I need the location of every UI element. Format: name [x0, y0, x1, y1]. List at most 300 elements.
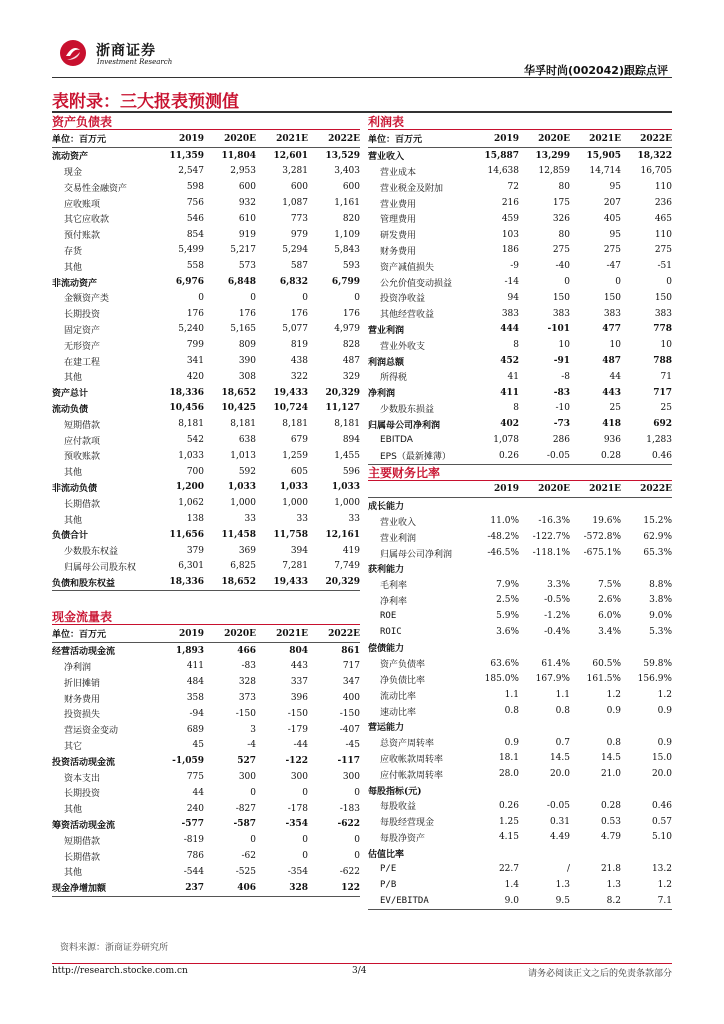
- cell-value: 1,109: [334, 229, 360, 240]
- cell-value: 0: [354, 292, 360, 303]
- cell-value: 1,200: [175, 482, 204, 493]
- cell-value: 0.26: [498, 800, 519, 811]
- cell-value: 3.4%: [598, 627, 621, 638]
- table-row: [52, 147, 360, 163]
- table-row: [368, 258, 672, 274]
- cell-value: 3.8%: [649, 595, 672, 606]
- table-row: [52, 337, 360, 353]
- cell-value: 1,033: [279, 482, 308, 493]
- cell-value: 10,456: [169, 403, 204, 414]
- row-label: 无形资产: [64, 341, 101, 352]
- cell-value: 71: [660, 371, 672, 382]
- cell-value: 0.9: [657, 706, 672, 717]
- cell-value: 300: [290, 772, 308, 783]
- cell-value: 45: [192, 740, 204, 751]
- cell-value: 2,953: [230, 166, 256, 177]
- cell-value: 5,240: [178, 324, 204, 335]
- cell-value: 13.2: [651, 864, 672, 875]
- table-row: [52, 164, 360, 180]
- cell-value: 443: [602, 387, 621, 398]
- header-divider: [52, 77, 672, 78]
- table-row: [368, 514, 672, 530]
- cell-value: 11,804: [221, 150, 256, 161]
- cell-value: 558: [186, 261, 204, 272]
- row-label: EBITDA: [380, 435, 413, 446]
- table-row: [368, 608, 672, 624]
- cell-value: [519, 640, 570, 656]
- cell-value: 0.28: [600, 800, 621, 811]
- cell-value: -4: [247, 740, 256, 751]
- cell-value: -62: [241, 851, 256, 862]
- cell-value: 110: [654, 182, 672, 193]
- cell-value: [468, 719, 519, 735]
- row-label: 金额资产类: [64, 294, 110, 305]
- cell-value: 9.0: [468, 893, 519, 909]
- cell-value: 19,433: [256, 574, 308, 590]
- title-divider: [52, 111, 672, 113]
- cell-value: -0.05: [546, 800, 570, 811]
- cell-value: -0.4%: [544, 627, 570, 638]
- row-label: 毛利率: [380, 581, 408, 592]
- cell-value: 3.3%: [547, 579, 570, 590]
- cell-value: 6,301: [178, 561, 204, 572]
- cell-value: 341: [186, 356, 204, 367]
- cell-value: 919: [238, 229, 256, 240]
- cell-value: 487: [602, 356, 621, 367]
- cell-value: [519, 845, 570, 861]
- table-row: [52, 369, 360, 385]
- cell-value: -675.1%: [583, 548, 621, 559]
- cell-value: -587: [233, 819, 256, 830]
- cell-value: 1,062: [178, 498, 204, 509]
- table-row: [368, 164, 672, 180]
- cell-value: 861: [341, 645, 360, 656]
- cell-value: 95: [609, 182, 621, 193]
- table-row: [368, 798, 672, 814]
- source-note: 资料来源：浙商证券研究所: [60, 943, 169, 953]
- table-row: [368, 766, 672, 782]
- row-label: 固定资产: [64, 325, 101, 336]
- cell-value: [519, 719, 570, 735]
- cell-value: 689: [186, 724, 204, 735]
- row-label: EV/EBITDA: [368, 893, 468, 909]
- cell-value: -83: [553, 387, 570, 398]
- row-label: 预付账款: [64, 231, 101, 242]
- cell-value: 1.1: [555, 690, 570, 701]
- cell-value: 8.2: [570, 893, 621, 909]
- cashflow-title: 现金流量表: [52, 610, 113, 624]
- cell-value: -1.2%: [544, 611, 570, 622]
- cell-value: 0.7: [555, 737, 570, 748]
- cell-value: -183: [339, 803, 360, 814]
- cell-value: 20.0: [549, 769, 570, 780]
- cell-value: 25: [660, 403, 672, 414]
- table-row: [368, 782, 672, 798]
- cell-value: -14: [504, 277, 519, 288]
- cell-value: -44: [293, 740, 308, 751]
- cell-value: 0.46: [621, 448, 672, 464]
- cell-value: 1.3: [555, 879, 570, 890]
- cell-value: 1.1: [504, 690, 519, 701]
- row-label: 负债合计: [52, 531, 89, 542]
- table-row: [368, 703, 672, 719]
- cell-value: -47: [606, 261, 621, 272]
- cell-value: -525: [235, 866, 256, 877]
- cell-value: 10,724: [273, 403, 308, 414]
- cell-value: 20,329: [308, 574, 360, 590]
- cell-value: 6,799: [331, 277, 360, 288]
- cell-value: 150: [654, 292, 672, 303]
- cell-value: 854: [186, 229, 204, 240]
- cell-value: 237: [152, 880, 204, 896]
- table-row: [52, 817, 360, 833]
- table-row: [368, 830, 672, 846]
- cell-value: -819: [183, 835, 204, 846]
- cell-value: 175: [552, 198, 570, 209]
- cell-value: 11,656: [169, 529, 204, 540]
- cell-value: 2.6%: [598, 595, 621, 606]
- row-label: 经营活动现金流: [52, 647, 116, 658]
- cell-value: -40: [555, 261, 570, 272]
- cell-value: 979: [290, 229, 308, 240]
- cell-value: 10,425: [221, 403, 256, 414]
- cell-value: 600: [342, 182, 360, 193]
- cell-value: 14.5: [549, 753, 570, 764]
- cell-value: 275: [552, 245, 570, 256]
- cell-value: 176: [238, 308, 256, 319]
- cell-value: 10: [558, 340, 570, 351]
- cell-value: 7.5%: [598, 579, 621, 590]
- cell-value: 396: [290, 693, 308, 704]
- cell-value: 150: [552, 292, 570, 303]
- row-label: 长期投资: [64, 310, 101, 321]
- cell-value: 775: [186, 772, 204, 783]
- cell-value: [621, 845, 672, 861]
- cell-value: -73: [553, 419, 570, 430]
- cell-value: [468, 845, 519, 861]
- cell-value: 936: [603, 435, 621, 446]
- row-label: 营业税金及附加: [380, 183, 444, 194]
- cell-value: 176: [186, 308, 204, 319]
- cell-value: 0: [302, 292, 308, 303]
- cell-value: 328: [256, 880, 308, 896]
- cell-value: 11,127: [325, 403, 360, 414]
- cell-value: 1,455: [334, 450, 360, 461]
- cell-value: 593: [342, 261, 360, 272]
- cell-value: 12,161: [325, 529, 360, 540]
- cell-value: 443: [290, 661, 308, 672]
- cell-value: -45: [345, 740, 360, 751]
- cell-value: 286: [552, 435, 570, 446]
- row-label: 资产总计: [52, 389, 89, 400]
- table-row: [368, 593, 672, 609]
- table-row: [52, 832, 360, 848]
- cell-value: 809: [238, 340, 256, 351]
- cell-value: 20.0: [651, 769, 672, 780]
- cell-value: 406: [204, 880, 256, 896]
- cell-value: 14,638: [487, 166, 519, 177]
- cell-value: 41: [507, 371, 519, 382]
- cell-value: 6,832: [279, 277, 308, 288]
- cell-value: 778: [653, 324, 672, 335]
- cell-value: 9.5: [519, 893, 570, 909]
- cell-value: 10: [660, 340, 672, 351]
- cell-value: 411: [500, 387, 519, 398]
- row-label: 利润总额: [368, 357, 405, 368]
- row-label: 净利率: [380, 596, 408, 607]
- table-row: [52, 706, 360, 722]
- table-row: [52, 753, 360, 769]
- row-label: 其他: [64, 262, 83, 273]
- cell-value: [621, 782, 672, 798]
- row-label: 每股收益: [380, 802, 417, 813]
- cell-value: 0: [250, 787, 256, 798]
- unit-label: [368, 481, 468, 497]
- cell-value: 328: [238, 677, 256, 688]
- row-label: 营业利润: [368, 325, 405, 336]
- row-label: 短期借款: [64, 836, 101, 847]
- balance-sheet-title: 资产负债表: [52, 115, 113, 129]
- cell-value: 8,181: [282, 419, 308, 430]
- logo-name-cn: 浙商证券: [96, 43, 156, 59]
- cell-value: 1,283: [646, 435, 672, 446]
- table-row: [52, 559, 360, 575]
- row-label: 其他: [64, 373, 83, 384]
- row-label: 应收帐款周转率: [380, 754, 444, 765]
- cell-value: 0.8: [555, 706, 570, 717]
- row-label: 营业利润: [380, 533, 417, 544]
- row-label: 非流动负债: [52, 483, 98, 494]
- cell-value: 0: [354, 851, 360, 862]
- row-label: 应付帐款周转率: [380, 770, 444, 781]
- cell-value: 308: [238, 371, 256, 382]
- row-label: 财务费用: [64, 694, 101, 705]
- cell-value: 5,843: [334, 245, 360, 256]
- cell-value: 820: [342, 213, 360, 224]
- table-row: [52, 785, 360, 801]
- cell-value: 161.5%: [586, 674, 621, 685]
- table-row: [368, 529, 672, 545]
- cell-value: 0: [615, 277, 621, 288]
- cell-value: 700: [186, 466, 204, 477]
- income-statement-title: 利润表: [368, 115, 405, 129]
- cell-value: 596: [342, 466, 360, 477]
- cell-value: -577: [181, 819, 204, 830]
- row-label: 营业收入: [368, 152, 405, 163]
- cell-value: 0: [250, 292, 256, 303]
- cell-value: 11.0%: [490, 516, 519, 527]
- cell-value: 1,893: [175, 645, 204, 656]
- cell-value: 1.2: [606, 690, 621, 701]
- year-header: 2020E: [204, 131, 256, 147]
- cell-value: 11,359: [169, 150, 204, 161]
- row-label: ROE: [380, 611, 397, 622]
- cell-value: 717: [653, 387, 672, 398]
- cell-value: 25: [609, 403, 621, 414]
- cell-value: 465: [654, 213, 672, 224]
- row-label: 财务费用: [380, 246, 417, 257]
- row-label: 成长能力: [368, 502, 405, 513]
- cell-value: 122: [308, 880, 360, 896]
- row-label: 净利润: [64, 662, 92, 673]
- cell-value: [621, 719, 672, 735]
- cell-value: -91: [553, 356, 570, 367]
- cell-value: 5,217: [230, 245, 256, 256]
- cell-value: -0.5%: [544, 595, 570, 606]
- cell-value: 452: [500, 356, 519, 367]
- cell-value: 6,848: [227, 277, 256, 288]
- cell-value: 19.6%: [592, 516, 621, 527]
- cell-value: 484: [186, 677, 204, 688]
- cell-value: 786: [186, 851, 204, 862]
- cell-value: 95: [609, 229, 621, 240]
- cell-value: [621, 561, 672, 577]
- table-row: [52, 801, 360, 817]
- cell-value: 33: [348, 514, 360, 525]
- row-label: 每股净资产: [380, 833, 426, 844]
- cell-value: 28.0: [498, 769, 519, 780]
- year-header: 2021E: [570, 131, 621, 147]
- cell-value: 275: [603, 245, 621, 256]
- table-row: [52, 416, 360, 432]
- cell-value: 167.9%: [535, 674, 570, 685]
- row-label: 流动比率: [380, 691, 417, 702]
- cell-value: 788: [653, 356, 672, 367]
- cell-value: 7,281: [282, 561, 308, 572]
- cell-value: 527: [237, 756, 256, 767]
- cell-value: 60.5%: [592, 658, 621, 669]
- cell-value: -622: [339, 866, 360, 877]
- cell-value: 383: [501, 308, 519, 319]
- cell-value: 59.8%: [643, 658, 672, 669]
- row-label: 每股指标(元): [368, 786, 422, 797]
- cell-value: 21.0: [600, 769, 621, 780]
- table-row: [52, 864, 360, 880]
- cell-value: [468, 561, 519, 577]
- cell-value: 3,403: [334, 166, 360, 177]
- row-label: 总资产周转率: [380, 739, 435, 750]
- cell-value: 185.0%: [484, 674, 519, 685]
- cell-value: 11,758: [273, 529, 308, 540]
- row-label: 其他: [64, 868, 83, 879]
- cell-value: 573: [238, 261, 256, 272]
- cell-value: 1,259: [282, 450, 308, 461]
- table-row: [368, 751, 672, 767]
- table-row: [52, 211, 360, 227]
- cell-value: 15.2%: [643, 516, 672, 527]
- cell-value: 19,433: [273, 387, 308, 398]
- cell-value: 329: [342, 371, 360, 382]
- table-row: [52, 290, 360, 306]
- year-header: 2021E: [256, 131, 308, 147]
- row-label: 营运能力: [368, 723, 405, 734]
- cell-value: 275: [654, 245, 672, 256]
- cell-value: 1.2: [657, 879, 672, 890]
- cell-value: 600: [290, 182, 308, 193]
- year-header: 2020E: [519, 131, 570, 147]
- table-row: [52, 385, 360, 401]
- cell-value: 592: [238, 466, 256, 477]
- table-header-row: [368, 131, 672, 147]
- table-row: [368, 385, 672, 401]
- row-label: 少数股东损益: [380, 404, 435, 415]
- row-label: 所得税: [380, 373, 408, 384]
- cashflow-table: [52, 626, 360, 897]
- cell-value: 13,299: [535, 150, 570, 161]
- table-row: [368, 306, 672, 322]
- cell-value: 1,033: [227, 482, 256, 493]
- cell-value: 411: [186, 661, 204, 672]
- cell-value: 150: [603, 292, 621, 303]
- cell-value: 18,336: [169, 387, 204, 398]
- cell-value: 103: [501, 229, 519, 240]
- table-row: [368, 401, 672, 417]
- row-label: 归属母公司净利润: [380, 549, 453, 560]
- table-row: [368, 448, 672, 464]
- cell-value: 799: [186, 340, 204, 351]
- table-header-row: [52, 626, 360, 642]
- table-row: [52, 258, 360, 274]
- cell-value: 1,000: [282, 498, 308, 509]
- row-label: 长期投资: [64, 789, 101, 800]
- cell-value: 94: [507, 292, 519, 303]
- cell-value: 756: [186, 198, 204, 209]
- cell-value: [570, 782, 621, 798]
- table-row: [52, 227, 360, 243]
- cell-value: 7.9%: [496, 579, 519, 590]
- table-row: [52, 480, 360, 496]
- cell-value: [570, 845, 621, 861]
- row-label: 营运资金变动: [64, 726, 119, 737]
- table-row: [52, 690, 360, 706]
- cell-value: 14,714: [589, 166, 621, 177]
- year-header: 2022E: [308, 626, 360, 642]
- cell-value: 402: [500, 419, 519, 430]
- cell-value: 383: [654, 308, 672, 319]
- row-label: 归属母公司净利润: [368, 420, 441, 431]
- table-row: [368, 845, 672, 861]
- footer-url[interactable]: http://research.stocke.com.cn: [52, 966, 188, 976]
- cell-value: 3.6%: [496, 627, 519, 638]
- cell-value: 12,601: [273, 150, 308, 161]
- cell-value: -178: [287, 803, 308, 814]
- table-row: [368, 687, 672, 703]
- table-row: [368, 211, 672, 227]
- row-label: 偿债能力: [368, 644, 405, 655]
- cell-value: 0: [354, 787, 360, 798]
- cell-value: 18,322: [637, 150, 672, 161]
- cell-value: -1,059: [172, 756, 204, 767]
- cell-value: -48.2%: [487, 532, 519, 543]
- table-row: [52, 848, 360, 864]
- cell-value: 773: [290, 213, 308, 224]
- cell-value: 8,181: [178, 419, 204, 430]
- cell-value: -118.1%: [532, 548, 570, 559]
- row-label: 投资损失: [64, 710, 101, 721]
- cell-value: 394: [290, 545, 308, 556]
- cell-value: 18,652: [204, 574, 256, 590]
- cell-value: -354: [285, 819, 308, 830]
- table-row: [52, 574, 360, 590]
- row-label: 每股经营现金: [380, 818, 435, 829]
- cell-value: 72: [507, 182, 519, 193]
- table-row: [368, 353, 672, 369]
- cell-value: 932: [238, 198, 256, 209]
- cell-value: 6,976: [175, 277, 204, 288]
- table-row: [368, 227, 672, 243]
- cell-value: 3,281: [282, 166, 308, 177]
- cell-value: 8,181: [334, 419, 360, 430]
